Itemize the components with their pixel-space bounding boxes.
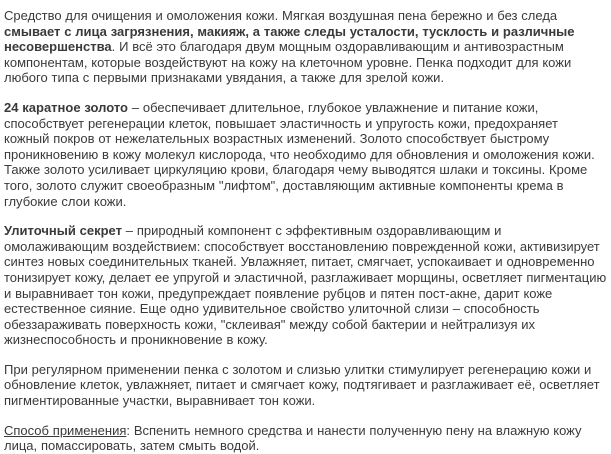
gold-text: – обеспечивает длительное, глубокое увлажнение и питание кожи, способствует регенерации клеток, повышает эластичность и упругость кожи, предохраняет кожный покров от нежелательных возрастных изменений. Золото способствует быстрому проникновению в кожу молекул кислорода, что необходимо для обновления и омоложения кожи. Также золото усиливает циркуляцию крови, благодаря чему выводятся шлаки и токсины. Кроме того, золото служит своеобразным "лифтом", доставляющим активные компоненты крема в глубокие слои кожи. — [4, 99, 595, 209]
regular-use-text: При регулярном применении пенка с золотом и слизью улитки стимулирует регенерацию кожи и обновление клеток, увлажняет, питает и смягчает кожу, подтягивает и разглаживает её, осветляет пигментированные участки, выравнивает тон кожи. — [4, 361, 600, 409]
usage-paragraph — [4, 423, 607, 454]
intro-paragraph — [4, 8, 607, 86]
intro-text-1: Средство для очищения и омоложения кожи. Мягкая воздушная пена бережно и без следа — [4, 8, 558, 23]
snail-text: – природный компонент с эффективным оздоравливающим и омолаживающим воздействием: способствует восстановлению поврежденной кожи, активизирует синтез новых соединительных тканей. Увлажняет, питает, смягчает, успокаивает и одновременно тонизирует кожу, делает ее упругой и эластичной, разглаживает морщины, осветляет пигментацию и выравнивает тон кожи, предупреждает появление рубцов и пятен пост-акне, дарит коже естественное сияние. Еще одно удивительное свойство улиточной слизи – способность обеззараживать поверхность кожи, "склеивая" между собой бактерии и нейтрализуя их жизнеспособность и проникновение в кожу. — [4, 223, 607, 348]
regular-use-paragraph — [4, 362, 607, 409]
usage-text: : Вспенить немного средства и нанести полученную пену на влажную кожу лица, помассировать, затем смыть водой. — [4, 422, 582, 454]
gold-paragraph — [4, 100, 607, 209]
intro-text-2: . И всё это благодаря двум мощным оздоравливающим и антивозрастным компонентам, которые воздействуют на кожу на клеточном уровне. Пенка подходит для кожи любого типа с первыми признаками увядания, а также для зрелой кожи. — [4, 39, 572, 86]
gold-heading: 24 каратное золото — [4, 99, 128, 115]
usage-heading: Способ применения — [4, 422, 127, 438]
snail-paragraph — [4, 223, 607, 348]
snail-heading: Улиточный секрет — [4, 223, 122, 239]
intro-bold-claim: смывает с лица загрязнения, макияж, а также следы усталости, тусклость и различные несовершенства — [4, 23, 575, 55]
